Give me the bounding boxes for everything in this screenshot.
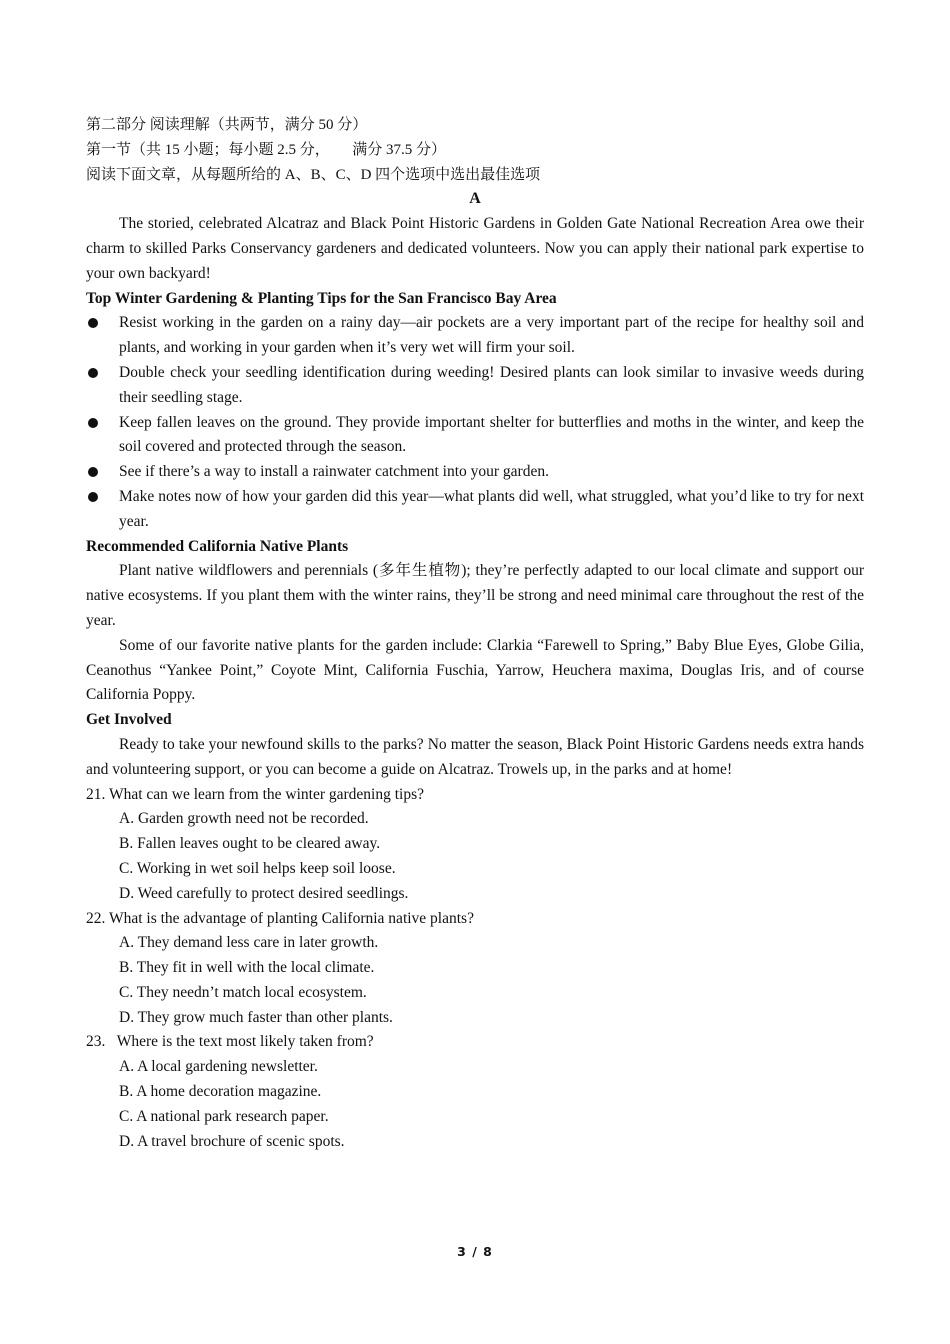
tip-text: Resist working in the garden on a rainy day—air pockets are a very important part of the recipe for healthy soil and plants, and working in your garden when it’s very wet will firm your soil. [119, 314, 864, 357]
tips-list [86, 311, 864, 534]
tip-text: See if there’s a way to install a rainwater catchment into your garden. [119, 463, 549, 481]
bullet-icon [88, 467, 98, 477]
tip-text: Keep fallen leaves on the ground. They provide important shelter for butterflies and moths in the winter, and keep the soil covered and protected through the season. [119, 413, 864, 456]
native-plants-paragraph-2: Some of our favorite native plants for the garden include: Clarkia “Farewell to Spring,” Baby Blue Eyes, Globe Gilia, Ceanothus “Yankee Point,” Coyote Mint, California Fuschia, Yarrow, Heuchera maxima, Douglas Iris, and of course California Poppy. [86, 636, 864, 704]
bullet-icon [88, 368, 98, 378]
tips-heading: Top Winter Gardening & Planting Tips for the San Francisco Bay Area [86, 289, 557, 307]
question-stem: 21. What can we learn from the winter gardening tips? [86, 785, 425, 803]
get-involved-paragraph: Ready to take your newfound skills to the parks? No matter the season, Black Point Historic Gardens needs extra hands and volunteering support, or you can become a guide on Alcatraz. Trowels up, in the parks and at home! [86, 735, 864, 778]
instruction: 阅读下面文章，从每题所给的 A、B、C、D 四个选项中选出最佳选项 [86, 166, 541, 183]
question-stem: 22. What is the advantage of planting California native plants? [86, 909, 474, 927]
option-a: A. A local gardening newsletter. [119, 1058, 318, 1076]
page-content [86, 113, 864, 1154]
tip-item [86, 361, 864, 411]
tip-item [86, 411, 864, 461]
option-c: C. A national park research paper. [119, 1107, 329, 1125]
native-plants-heading: Recommended California Native Plants [86, 537, 349, 555]
part-title: 第二部分 阅读理解（共两节，满分 50 分） [86, 117, 368, 133]
option-b: B. Fallen leaves ought to be cleared away. [119, 835, 381, 853]
option-c: C. Working in wet soil helps keep soil loose. [119, 859, 396, 877]
tip-item [86, 311, 864, 361]
bullet-icon [88, 318, 98, 328]
bullet-icon [88, 492, 98, 502]
option-a: A. Garden growth need not be recorded. [119, 810, 369, 828]
question-23 [86, 1030, 864, 1154]
option-b: B. They fit in well with the local climate. [119, 959, 375, 977]
tip-item [86, 485, 864, 535]
option-d: D. A travel brochure of scenic spots. [119, 1132, 345, 1150]
section-title: 第一节（共 15 小题；每小题 2.5 分， 满分 37.5 分） [86, 141, 447, 158]
question-22 [86, 907, 864, 1031]
option-b: B. A home decoration magazine. [119, 1083, 322, 1101]
tip-text: Make notes now of how your garden did this year—what plants did well, what struggled, what you’d like to try for next year. [119, 487, 864, 530]
get-involved-heading: Get Involved [86, 711, 172, 729]
tip-item [86, 460, 864, 485]
page-number: 3 / 8 [457, 1244, 493, 1259]
tip-text: Double check your seedling identification during weeding! Desired plants can look similar to invasive weeds during their seedling stage. [119, 363, 864, 406]
passage-intro: The storied, celebrated Alcatraz and Black Point Historic Gardens in Golden Gate National Recreation Area owe their charm to skilled Parks Conservancy gardeners and dedicated volunteers. Now you can apply their national park expertise to your own backyard! [86, 215, 864, 282]
option-c: C. They needn’t match local ecosystem. [119, 983, 367, 1001]
option-a: A. They demand less care in later growth. [119, 934, 379, 952]
bullet-icon [88, 418, 98, 428]
passage-label: A [469, 190, 481, 208]
question-21 [86, 783, 864, 907]
option-d: D. They grow much faster than other plants. [119, 1008, 393, 1026]
native-plants-paragraph-1: Plant native wildflowers and perennials (多年生植物); they’re perfectly adapted to our local climate and support our native ecosystems. If you plant them with the winter rains, they’ll be strong and need minimal care throughout the rest of the year. [86, 562, 864, 629]
option-d: D. Weed carefully to protect desired seedlings. [119, 884, 409, 902]
question-stem: 23. Where is the text most likely taken from? [86, 1033, 374, 1051]
